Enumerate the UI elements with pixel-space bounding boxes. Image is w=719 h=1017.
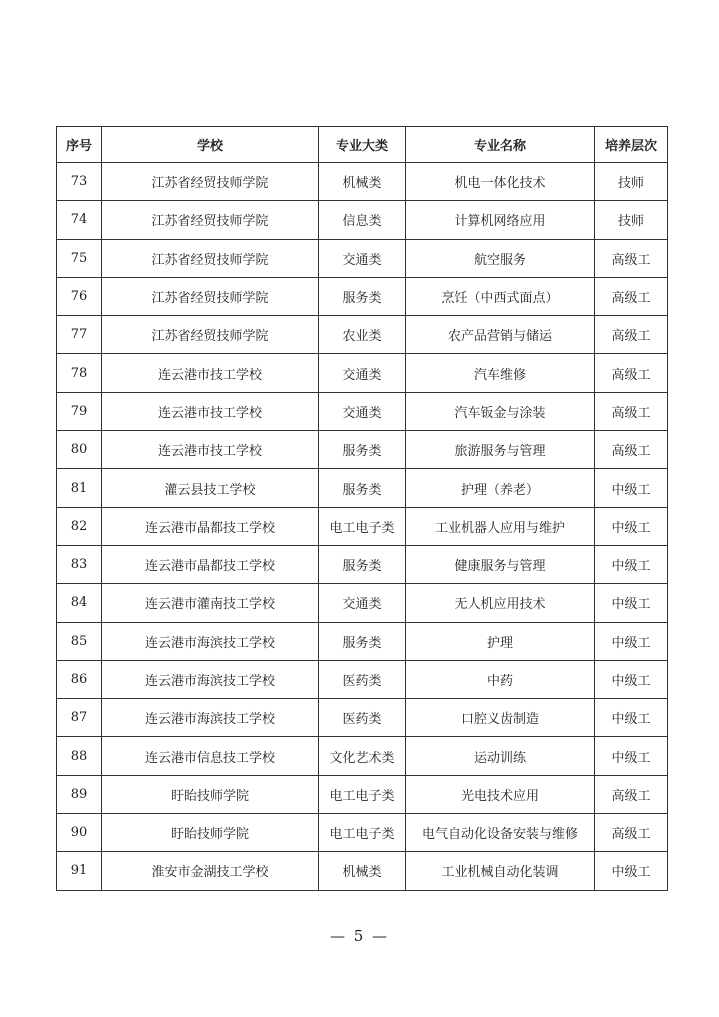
table-row: [57, 201, 668, 239]
cell-level: 高级工: [595, 392, 668, 430]
cell-index: 89: [57, 775, 102, 813]
cell-major: 光电技术应用: [406, 775, 595, 813]
cell-index: 76: [57, 277, 102, 315]
table-row: [57, 469, 668, 507]
table-row: [57, 660, 668, 698]
table-row: [57, 699, 668, 737]
cell-school: 连云港市海滨技工学校: [102, 622, 319, 660]
table-row: [57, 277, 668, 315]
cell-school: 连云港市海滨技工学校: [102, 699, 319, 737]
cell-school: 连云港市晶都技工学校: [102, 507, 319, 545]
header-school: 学校: [102, 127, 319, 163]
cell-level: 中级工: [595, 545, 668, 583]
cell-school: 盱眙技师学院: [102, 814, 319, 852]
cell-category: 服务类: [319, 277, 406, 315]
cell-index: 80: [57, 431, 102, 469]
cell-category: 电工电子类: [319, 507, 406, 545]
cell-major: 烹饪（中西式面点）: [406, 277, 595, 315]
cell-level: 中级工: [595, 737, 668, 775]
cell-major: 健康服务与管理: [406, 545, 595, 583]
cell-level: 高级工: [595, 354, 668, 392]
table-row: [57, 507, 668, 545]
cell-major: 电气自动化设备安装与维修: [406, 814, 595, 852]
cell-index: 82: [57, 507, 102, 545]
cell-category: 机械类: [319, 852, 406, 890]
cell-index: 81: [57, 469, 102, 507]
page-number: — 5 —: [329, 927, 390, 945]
cell-school: 连云港市技工学校: [102, 392, 319, 430]
cell-index: 77: [57, 316, 102, 354]
cell-school: 江苏省经贸技师学院: [102, 316, 319, 354]
cell-major: 口腔义齿制造: [406, 699, 595, 737]
cell-index: 79: [57, 392, 102, 430]
cell-level: 高级工: [595, 239, 668, 277]
cell-level: 高级工: [595, 316, 668, 354]
cell-index: 88: [57, 737, 102, 775]
table-body: [57, 163, 668, 891]
cell-major: 护理: [406, 622, 595, 660]
cell-level: 技师: [595, 201, 668, 239]
cell-major: 工业机械自动化装调: [406, 852, 595, 890]
cell-school: 连云港市晶都技工学校: [102, 545, 319, 583]
cell-school: 江苏省经贸技师学院: [102, 239, 319, 277]
cell-level: 高级工: [595, 814, 668, 852]
table-row: [57, 814, 668, 852]
cell-school: 江苏省经贸技师学院: [102, 201, 319, 239]
header-level: 培养层次: [595, 127, 668, 163]
cell-school: 连云港市技工学校: [102, 431, 319, 469]
cell-school: 盱眙技师学院: [102, 775, 319, 813]
table-row: [57, 622, 668, 660]
cell-index: 78: [57, 354, 102, 392]
cell-level: 中级工: [595, 507, 668, 545]
cell-level: 中级工: [595, 469, 668, 507]
table-row: [57, 316, 668, 354]
cell-index: 86: [57, 660, 102, 698]
cell-category: 交通类: [319, 584, 406, 622]
cell-school: 连云港市海滨技工学校: [102, 660, 319, 698]
cell-school: 连云港市信息技工学校: [102, 737, 319, 775]
cell-category: 交通类: [319, 239, 406, 277]
cell-index: 85: [57, 622, 102, 660]
cell-category: 农业类: [319, 316, 406, 354]
cell-index: 91: [57, 852, 102, 890]
cell-category: 电工电子类: [319, 814, 406, 852]
table-row: [57, 852, 668, 890]
cell-major: 护理（养老）: [406, 469, 595, 507]
cell-level: 中级工: [595, 622, 668, 660]
cell-index: 90: [57, 814, 102, 852]
header-index: 序号: [57, 127, 102, 163]
cell-category: 文化艺术类: [319, 737, 406, 775]
cell-major: 旅游服务与管理: [406, 431, 595, 469]
cell-category: 服务类: [319, 545, 406, 583]
table-row: [57, 584, 668, 622]
cell-level: 技师: [595, 163, 668, 201]
table-row: [57, 737, 668, 775]
table-row: [57, 545, 668, 583]
cell-index: 74: [57, 201, 102, 239]
table-header-row: [57, 127, 668, 163]
cell-school: 江苏省经贸技师学院: [102, 163, 319, 201]
cell-major: 工业机器人应用与维护: [406, 507, 595, 545]
table-row: [57, 392, 668, 430]
cell-category: 医药类: [319, 660, 406, 698]
cell-major: 汽车钣金与涂装: [406, 392, 595, 430]
cell-school: 连云港市技工学校: [102, 354, 319, 392]
cell-level: 中级工: [595, 584, 668, 622]
table-row: [57, 775, 668, 813]
table-row: [57, 354, 668, 392]
cell-level: 中级工: [595, 699, 668, 737]
cell-category: 机械类: [319, 163, 406, 201]
header-category: 专业大类: [319, 127, 406, 163]
cell-major: 中药: [406, 660, 595, 698]
cell-major: 农产品营销与储运: [406, 316, 595, 354]
cell-category: 服务类: [319, 431, 406, 469]
cell-index: 83: [57, 545, 102, 583]
cell-school: 灌云县技工学校: [102, 469, 319, 507]
cell-level: 中级工: [595, 660, 668, 698]
table-row: [57, 163, 668, 201]
cell-level: 高级工: [595, 277, 668, 315]
cell-index: 73: [57, 163, 102, 201]
cell-index: 84: [57, 584, 102, 622]
cell-major: 计算机网络应用: [406, 201, 595, 239]
cell-major: 无人机应用技术: [406, 584, 595, 622]
cell-category: 交通类: [319, 354, 406, 392]
cell-major: 运动训练: [406, 737, 595, 775]
cell-school: 淮安市金湖技工学校: [102, 852, 319, 890]
cell-index: 87: [57, 699, 102, 737]
header-major: 专业名称: [406, 127, 595, 163]
table-row: [57, 239, 668, 277]
cell-category: 医药类: [319, 699, 406, 737]
cell-school: 江苏省经贸技师学院: [102, 277, 319, 315]
cell-major: 汽车维修: [406, 354, 595, 392]
cell-category: 服务类: [319, 622, 406, 660]
table-row: [57, 431, 668, 469]
cell-category: 交通类: [319, 392, 406, 430]
cell-category: 电工电子类: [319, 775, 406, 813]
cell-level: 高级工: [595, 775, 668, 813]
cell-level: 高级工: [595, 431, 668, 469]
cell-school: 连云港市灌南技工学校: [102, 584, 319, 622]
cell-level: 中级工: [595, 852, 668, 890]
cell-index: 75: [57, 239, 102, 277]
cell-major: 航空服务: [406, 239, 595, 277]
cell-category: 服务类: [319, 469, 406, 507]
cell-category: 信息类: [319, 201, 406, 239]
cell-major: 机电一体化技术: [406, 163, 595, 201]
majors-table: [56, 126, 668, 891]
